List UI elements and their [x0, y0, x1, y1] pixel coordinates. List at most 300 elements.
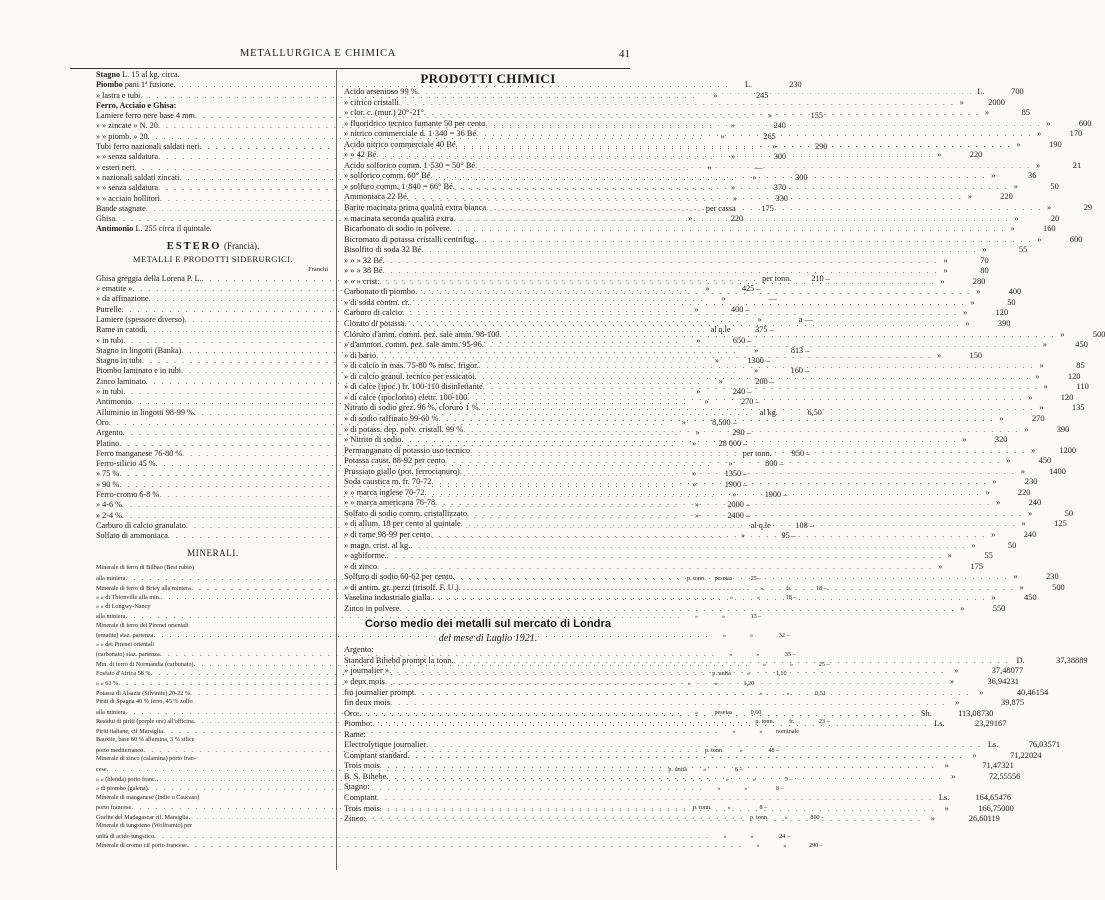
price-row	[96, 224, 330, 234]
item-label: Putrelle	[96, 304, 122, 314]
item-unit: per tonn.	[762, 273, 792, 283]
item-price: 120	[995, 308, 1009, 318]
item-price: 24 –	[779, 832, 790, 840]
item-label: Argento:	[344, 645, 374, 655]
price-row	[96, 80, 802, 90]
item-label: Clorato di potassa	[344, 319, 405, 329]
item-label: Min. di ferro di Normandia (carbonato)	[96, 660, 194, 668]
item-unit: »	[714, 356, 719, 366]
item-label: Trois mois	[344, 803, 380, 813]
item-label: Trois mois	[344, 761, 380, 771]
item-unit: »	[756, 842, 760, 850]
item-unit: »	[1013, 572, 1018, 582]
item-label: Antimonio L. 255 circa il quintale.	[96, 224, 212, 234]
price-row	[344, 234, 1083, 246]
item-label: Ghisa greggia della Lorena P. L.	[96, 273, 202, 283]
item-price: 8 –	[759, 804, 768, 812]
item-unit: »	[731, 152, 736, 162]
item-unit: »	[996, 498, 1001, 508]
price-row	[344, 793, 1012, 804]
item-unit: »	[1027, 508, 1033, 518]
item-unit: »	[1010, 224, 1015, 234]
leader-dots	[402, 308, 958, 319]
item-label: » » marca inglese 70-72	[344, 487, 425, 497]
item-price: 200 –	[755, 376, 774, 386]
item-price: 800 –	[810, 813, 825, 821]
leader-dots	[456, 140, 1012, 151]
item-unit: »	[694, 510, 699, 520]
item-label	[96, 101, 176, 111]
item-currency: »	[759, 727, 763, 735]
item-unit: p. tonn.	[755, 718, 775, 726]
item-label: Minerale di ferro di Bilbao (Best rubio)	[96, 564, 194, 572]
item-label: Carburo di calcio granulato	[96, 520, 186, 530]
item-currency: »	[790, 660, 794, 668]
item-currency: fr.	[786, 584, 792, 592]
item-label: Comptant	[344, 793, 378, 802]
item-label: » Nitrito di sodio	[344, 435, 402, 445]
item-unit: »	[694, 613, 698, 621]
item-price: 1900 –	[724, 479, 748, 489]
item-unit: »	[1024, 424, 1029, 434]
item-unit: »	[967, 192, 972, 202]
item-label: » » » 32 Bé	[344, 255, 383, 265]
price-row	[96, 611, 762, 621]
item-price: 220	[1017, 487, 1031, 497]
item-label: » clor. c. (mur.) 20°-21°	[344, 108, 424, 118]
item-label: » di zinco	[344, 561, 378, 571]
leader-dots	[453, 572, 1009, 583]
item-bold-label: Stagno	[96, 70, 121, 79]
price-row	[96, 821, 330, 831]
item-label: Bicarbonato di sodio in polvere	[344, 224, 450, 234]
item-label: » di calce (ipoclorito) elettr. 100-100	[344, 392, 468, 402]
item-price: 1200	[1059, 445, 1077, 455]
item-label: » nazionali saldati zincati	[96, 172, 180, 182]
item-price: 48 –	[768, 746, 780, 754]
item-unit: p. tonn.	[749, 813, 769, 821]
leader-dots	[408, 751, 964, 762]
item-label: » » marca americana 76-78	[344, 498, 436, 508]
item-price: 300	[773, 152, 787, 162]
leader-dots	[476, 235, 1032, 246]
item-unit: L.	[977, 87, 985, 96]
item-unit: per cassa	[705, 203, 736, 213]
item-unit: »	[713, 90, 718, 100]
item-price: 390	[997, 319, 1011, 329]
item-label: Ferro-silicio 45 %	[96, 459, 156, 469]
item-label: » » » crist.	[344, 276, 380, 286]
item-price: a —	[798, 314, 813, 324]
leader-dots	[450, 224, 1006, 235]
item-unit: »	[944, 761, 949, 771]
item-label: » in tubi	[96, 335, 124, 345]
item-label: fin journalier prompt	[344, 687, 415, 697]
item-price: 240	[1023, 529, 1037, 539]
item-label: » solforico comm. 60° Bé	[344, 171, 431, 181]
leader-dots	[415, 287, 971, 298]
item-label: » deux mois	[344, 676, 385, 686]
item-label: » di soda comm. cr.	[344, 297, 410, 307]
item-price: 220	[730, 214, 744, 224]
item-price: 23,29167	[974, 719, 1007, 729]
item-price: 50	[1007, 540, 1017, 550]
chimici-title: PRODOTTI CHIMICI	[420, 71, 556, 86]
item-price: 175	[970, 561, 984, 571]
item-unit: p. unità	[712, 670, 731, 678]
item-label: Comptant standard	[344, 750, 408, 760]
item-label: » » di Thionville alla min.	[96, 594, 161, 602]
price-row	[96, 754, 330, 764]
item-unit: »	[1020, 466, 1025, 476]
item-price: 450	[1023, 593, 1037, 603]
item-price: 500	[1052, 582, 1065, 592]
item-price: 26,60119	[968, 814, 1000, 824]
leader-dots	[479, 361, 1035, 372]
leader-dots	[380, 804, 936, 815]
item-bold-label: Piombo	[96, 80, 123, 90]
leader-dots	[467, 393, 1023, 404]
item-unit: »	[979, 687, 984, 697]
item-label: Solfato di ammoniaca	[96, 531, 168, 541]
item-label: Barite macinata prima qualità extra bianca	[344, 203, 487, 213]
price-row	[344, 540, 1017, 552]
price-row	[344, 97, 1005, 109]
item-label: Ammoniaca 22 Bé	[344, 192, 407, 202]
item-unit: »	[971, 540, 976, 550]
item-unit: »	[1037, 234, 1042, 244]
item-label: » di allum. 18 per cento al quintale	[344, 519, 461, 529]
item-unit: »	[947, 551, 952, 561]
item-unit: »	[962, 435, 967, 445]
item-unit: »	[943, 266, 948, 276]
item-label: » di calce (ipoc.) fr. 100-110 disinfettante	[344, 382, 483, 392]
item-price: 108 –	[795, 520, 814, 530]
item-unit: »	[982, 245, 987, 255]
item-label: unità di acido tungstico	[96, 832, 154, 840]
item-price: 125	[1054, 519, 1067, 529]
item-unit: »	[1035, 371, 1040, 381]
item-price: 220	[1000, 192, 1013, 202]
leader-dots	[399, 604, 955, 615]
item-price: 71,47321	[982, 761, 1014, 771]
item-label: » di antim. gr. pezzi (trisolf. F. U.)	[344, 582, 459, 592]
item-unit: al q.le	[750, 520, 771, 530]
item-unit: »	[720, 131, 725, 141]
minerali-title: MINERALI.	[187, 548, 239, 559]
item-label: » » acciaio bollitori	[96, 193, 160, 203]
price-row	[96, 602, 330, 612]
item-label: Argento	[96, 428, 123, 438]
item-price: 8 –	[776, 785, 784, 793]
item-label: Soda caustica m. fr. 70-72	[344, 477, 432, 487]
item-price: 0,51	[815, 689, 827, 697]
item-price: 135	[1071, 403, 1085, 413]
item-label: Piriti italiane, cif Marsiglia	[96, 727, 164, 735]
leader-dots	[424, 108, 980, 119]
item-unit: »	[717, 785, 721, 793]
item-unit: per tonn.	[742, 448, 772, 458]
price-row	[96, 101, 330, 111]
item-unit: »	[695, 428, 700, 438]
item-label: » solfuro comm. 1·840 = 66° Bé	[344, 181, 453, 191]
item-label: Minerale di ferro di Briey alla miniera	[96, 584, 191, 592]
item-price: 25 –	[818, 660, 830, 668]
item-price: 400	[1008, 287, 1022, 297]
item-price: 55	[984, 551, 993, 561]
item-label: Rame in catodi	[96, 325, 146, 335]
item-label: » » zincate » N. 20	[96, 121, 158, 131]
item-unit: »	[1060, 329, 1065, 339]
item-price: 55	[1018, 245, 1028, 255]
item-label: » magn. crist. al kg.	[344, 540, 411, 550]
item-label: Zinco:	[344, 814, 366, 824]
item-unit: »	[991, 529, 996, 539]
item-price: 500	[1092, 329, 1105, 339]
item-price: 20	[1050, 213, 1060, 223]
item-unit: »	[970, 297, 975, 307]
item-unit: »	[1039, 403, 1044, 413]
item-label: alla miniera	[96, 575, 126, 583]
item-price: 240 –	[732, 387, 752, 397]
item-unit: »	[954, 698, 960, 708]
price-row	[96, 70, 330, 80]
leader-dots	[445, 456, 1001, 467]
item-price: 230	[1046, 572, 1059, 582]
item-price: 71,22024	[1010, 750, 1042, 760]
item-price: 72,55556	[988, 771, 1021, 781]
item-label: » di bario	[344, 350, 377, 360]
item-unit: »	[754, 345, 759, 355]
item-label: alla miniera	[96, 708, 126, 716]
leader-dots	[453, 182, 1009, 193]
item-unit: »	[729, 594, 734, 602]
item-label: » nitrico commerciale d. 1·340 = 36 Bé	[344, 129, 477, 139]
leader-dots	[379, 277, 935, 288]
item-unit: p. tonn.	[687, 575, 706, 583]
leader-dots	[478, 403, 1034, 414]
leader-dots	[376, 150, 932, 161]
item-unit: »	[1019, 582, 1024, 592]
price-row	[344, 255, 989, 267]
item-unit: »	[718, 376, 723, 386]
item-label: » 2-4 %	[96, 510, 122, 520]
item-label: Potassa di Alsazia (Silvinite) 20-22 %	[96, 689, 191, 697]
item-unit: »	[963, 308, 968, 318]
item-price: 230	[789, 80, 802, 90]
item-currency: »	[744, 785, 748, 793]
item-bold-label: Ferro, Acciaio e Ghisa:	[96, 100, 177, 110]
item-price: 370	[773, 183, 787, 193]
header-rule	[70, 68, 630, 69]
leader-dots	[435, 498, 991, 509]
item-price: 110	[1076, 382, 1089, 392]
item-currency: pesetas	[714, 575, 733, 583]
item-price: 166,75000	[978, 803, 1014, 813]
item-price: 36,94231	[987, 676, 1019, 686]
item-unit: »	[692, 438, 697, 448]
item-price: 160 –	[790, 366, 810, 376]
item-unit: »	[951, 771, 956, 781]
item-unit: p. tonn.	[692, 804, 712, 812]
item-label: Stagno L. 15 al kg. circa.	[96, 70, 180, 79]
item-label: Ferro manganese 76-80 %	[96, 448, 183, 458]
item-label: » in tubi	[96, 387, 124, 397]
leader-dots	[486, 203, 1042, 214]
item-label: » » dei Pirenei orientali	[96, 640, 155, 648]
item-price: 600	[1069, 234, 1083, 244]
item-price: 390	[1056, 424, 1070, 434]
estero-title: ESTERO (Francia).	[166, 240, 260, 252]
item-unit: »	[732, 727, 736, 735]
item-label: Zinco laminato	[96, 376, 146, 386]
item-currency: »	[786, 689, 790, 697]
item-label: Ferro-cromo 6-8 %	[96, 489, 160, 499]
item-label: Piombo laminato e in tubi	[96, 366, 182, 376]
item-label: Minerale di manganese (Indie o Caucaso)	[96, 793, 200, 801]
item-price: 1350 –	[724, 469, 748, 479]
leader-dots	[426, 740, 982, 751]
item-price: 170	[1069, 129, 1083, 139]
item-label: porto mediterraneo	[96, 746, 144, 754]
item-price: 50	[1007, 297, 1016, 307]
item-label: Minerale di zinco (calamina) porto fran-	[96, 755, 196, 763]
item-label: (carbonato) staz. partenza	[96, 651, 160, 659]
item-price: 1400	[1049, 466, 1066, 476]
item-unit: »	[721, 294, 726, 304]
item-unit: al kg.	[759, 407, 778, 417]
item-currency: »	[752, 775, 756, 783]
item-unit: »	[767, 111, 772, 121]
leader-dots	[383, 266, 939, 277]
leader-dots	[424, 488, 980, 499]
item-unit: »	[760, 584, 764, 592]
item-unit: »	[965, 319, 970, 329]
estero-heading: METALLI E PRODOTTI SIDERURGICI.	[132, 253, 294, 264]
price-row	[344, 160, 1082, 172]
item-label: » lastra e tubi	[96, 90, 141, 100]
item-price: 85	[1076, 361, 1085, 371]
item-unit: »	[763, 660, 767, 668]
item-price: 95 –	[781, 531, 796, 541]
item-label: cese	[96, 765, 107, 773]
item-label: Zinco in polvere	[344, 603, 400, 613]
leader-dots	[460, 467, 1016, 478]
leader-dots	[389, 666, 945, 677]
item-price: 5 –	[784, 775, 793, 783]
item-label: Prussiato giallo (pot. ferrocianuro)	[344, 466, 460, 476]
item-label: Oro:	[344, 708, 360, 718]
leader-dots	[463, 425, 1019, 436]
leader-dots	[383, 256, 939, 267]
item-label: Minerale di tungsteno (Wolframio) per	[96, 822, 193, 830]
item-price: 240	[1028, 498, 1042, 508]
item-unit: »	[1037, 129, 1042, 139]
item-price: 76,03571	[1028, 740, 1061, 750]
leader-dots	[399, 98, 955, 109]
item-unit: D.	[1016, 655, 1025, 665]
item-unit: »	[940, 276, 945, 286]
leader-dots	[376, 351, 932, 362]
item-label: Acido arsenioso 99 %	[344, 87, 418, 96]
price-row	[344, 645, 632, 656]
item-unit: »	[972, 750, 977, 760]
item-label: » » » 38 Bé	[344, 266, 383, 276]
leader-dots	[431, 477, 987, 488]
item-label: » da affinazione	[96, 294, 149, 304]
item-price: 2000	[988, 97, 1005, 107]
item-label: Piombo pani 1ª fusione	[96, 80, 174, 90]
item-unit: Ls.	[987, 740, 999, 750]
item-unit: »	[752, 172, 757, 182]
item-price: 50	[1050, 181, 1059, 191]
item-label: B. S. Bihebe	[344, 771, 387, 781]
item-currency: »	[756, 594, 761, 602]
item-label: Tubi ferro nazionali saldati neri	[96, 142, 200, 152]
item-unit: »	[694, 304, 699, 314]
item-unit: »	[1046, 118, 1051, 128]
price-row	[344, 603, 1006, 615]
item-unit: »	[688, 214, 693, 224]
item-label: Lamiere (spessore diverso)	[96, 314, 185, 324]
item-label: » di rame 98-99 per cento	[344, 529, 431, 539]
item-label: » di potass. dep. polv. cristall. 99 %	[344, 424, 464, 434]
price-row	[96, 735, 330, 745]
item-price: 2000 –	[727, 500, 750, 510]
leader-dots	[410, 541, 966, 552]
leader-dots	[467, 509, 1023, 520]
item-price: 320	[994, 435, 1008, 445]
item-price: 375 –	[755, 325, 774, 335]
leader-dots	[459, 583, 1015, 594]
page-number: 41	[619, 48, 630, 60]
item-price: 35 –	[784, 651, 796, 659]
item-price: 270	[1031, 413, 1045, 423]
leader-dots	[385, 677, 941, 688]
item-label: » journalier »	[344, 666, 390, 676]
item-label: » di sodio raffinato 99-60 %	[344, 413, 439, 423]
item-price: 1,10	[775, 670, 787, 678]
item-price: 164,65476	[975, 793, 1012, 802]
item-label: » 75 %	[96, 469, 120, 479]
price-row	[344, 698, 1025, 709]
item-price: 300	[795, 172, 808, 182]
item-label: Acido nitrico commerciale 40 Bé	[344, 139, 456, 149]
item-price: 1,20	[743, 680, 755, 688]
item-price: 37,38889	[1056, 655, 1088, 665]
londra-subtitle: del mese di Luglio 1921.	[438, 633, 538, 645]
item-price: 23 –	[818, 718, 830, 726]
item-price: 85	[1021, 108, 1030, 118]
item-price: 70	[980, 255, 989, 265]
item-unit: »	[937, 350, 942, 360]
item-price: 37,48077	[991, 666, 1024, 676]
item-unit: »	[976, 287, 981, 297]
item-label: Carbonato di piombo	[344, 287, 416, 297]
item-price: 450	[1075, 340, 1088, 350]
item-unit: »	[999, 413, 1004, 423]
item-price: 230	[1024, 477, 1038, 487]
item-price: 245	[756, 90, 769, 100]
item-price: 113,08730	[958, 708, 994, 718]
leader-dots	[404, 319, 960, 330]
item-price: 2400 –	[727, 510, 750, 520]
item-label: » » piomb. » 20	[96, 131, 148, 141]
item-unit: »	[949, 676, 955, 686]
item-price: 265	[763, 131, 776, 141]
item-label: Vaselina industriale gialla	[344, 593, 431, 603]
item-unit: »	[732, 193, 737, 203]
